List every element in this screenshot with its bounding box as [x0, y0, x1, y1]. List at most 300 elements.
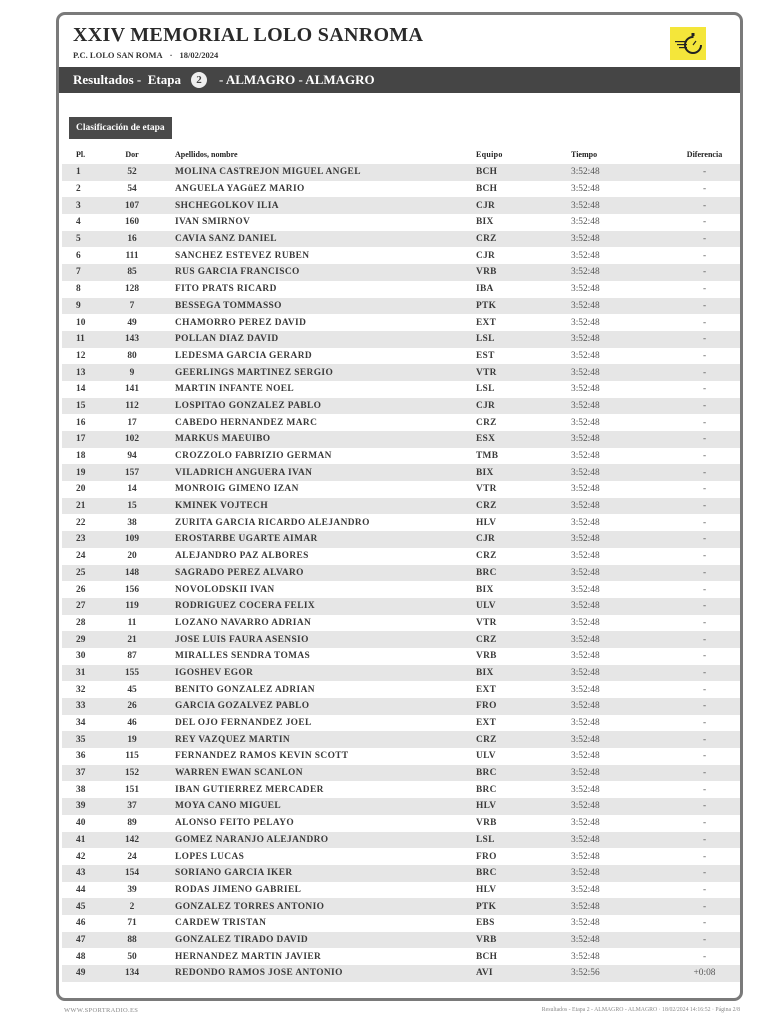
- cell-team: VRB: [476, 651, 497, 662]
- cell-team: LSL: [476, 384, 495, 395]
- cell-team: CJR: [476, 200, 496, 211]
- table-row: [62, 565, 741, 582]
- cell-team: CJR: [476, 534, 496, 545]
- cell-name: GONZALEZ TIRADO DAVID: [175, 934, 309, 945]
- table-row: [62, 481, 741, 498]
- cell-name: GARCIA GOZALVEZ PABLO: [175, 701, 310, 712]
- cell-dor: 46: [127, 718, 137, 729]
- cell-pl: 5: [76, 234, 81, 245]
- cell-diff: -: [702, 734, 707, 745]
- cell-pl: 3: [76, 200, 81, 211]
- event-date: 18/02/2024: [179, 50, 219, 60]
- cell-dor: 134: [124, 968, 140, 979]
- cell-team: BIX: [476, 217, 494, 228]
- cell-diff: -: [702, 617, 707, 628]
- cell-time: 3:52:48: [571, 901, 600, 912]
- cell-name: NOVOLODSKII IVAN: [175, 584, 275, 595]
- cell-diff: -: [702, 400, 707, 411]
- cell-diff: -: [702, 884, 707, 895]
- cell-diff: -: [702, 851, 707, 862]
- cell-time: 3:52:48: [571, 601, 600, 612]
- table-row: [62, 298, 741, 315]
- results-table: [62, 145, 741, 982]
- cell-time: 3:52:48: [571, 934, 600, 945]
- cell-time: 3:52:48: [571, 167, 600, 178]
- cell-dor: 115: [125, 751, 139, 762]
- cell-time: 3:52:48: [571, 818, 600, 829]
- stage-number-badge: 2: [191, 72, 207, 88]
- stage-label: Etapa: [147, 72, 181, 87]
- cell-time: 3:52:48: [571, 617, 600, 628]
- cell-dor: 128: [124, 284, 140, 295]
- table-row: [62, 364, 741, 381]
- cell-team: CJR: [476, 400, 496, 411]
- table-row: [62, 264, 741, 281]
- cell-diff: -: [702, 467, 707, 478]
- cell-time: 3:52:48: [571, 267, 600, 278]
- cell-diff: -: [702, 434, 707, 445]
- cell-dor: 37: [127, 801, 137, 812]
- cell-diff: -: [702, 934, 707, 945]
- table-row: [62, 548, 741, 565]
- cell-team: EST: [476, 350, 495, 361]
- cell-name: RODRIGUEZ COCERA FELIX: [175, 601, 316, 612]
- cell-dor: 87: [127, 651, 137, 662]
- cell-pl: 44: [76, 884, 86, 895]
- col-dor: Dor: [125, 150, 139, 159]
- cell-dor: 21: [127, 634, 137, 645]
- cell-name: BENITO GONZALEZ ADRIAN: [175, 684, 315, 695]
- cell-diff: -: [702, 234, 707, 245]
- cell-diff: -: [702, 567, 707, 578]
- cell-time: 3:52:48: [571, 501, 600, 512]
- cell-pl: 20: [76, 484, 86, 495]
- cell-dor: 54: [127, 184, 137, 195]
- cell-dor: 157: [124, 467, 140, 478]
- cell-name: MOLINA CASTREJON MIGUEL ANGEL: [175, 167, 361, 178]
- cell-dor: 24: [127, 851, 137, 862]
- cell-diff: -: [702, 200, 707, 211]
- cell-team: FRO: [476, 701, 497, 712]
- cell-pl: 37: [76, 768, 86, 779]
- cell-diff: -: [702, 768, 707, 779]
- cell-team: TMB: [476, 451, 499, 462]
- cell-name: SAGRADO PEREZ ALVARO: [175, 567, 304, 578]
- table-row: [62, 197, 741, 214]
- cell-name: BESSEGA TOMMASSO: [175, 300, 282, 311]
- cell-team: VTR: [476, 617, 497, 628]
- table-row: [62, 314, 741, 331]
- cell-dor: 52: [127, 167, 137, 178]
- cell-diff: -: [702, 501, 707, 512]
- organizer: P.C. LOLO SAN ROMA: [73, 50, 163, 60]
- cell-time: 3:52:48: [571, 534, 600, 545]
- table-row: [62, 698, 741, 715]
- table-row: [62, 631, 741, 648]
- cell-team: ESX: [476, 434, 496, 445]
- cell-time: 3:52:48: [571, 834, 600, 845]
- cell-time: 3:52:48: [571, 851, 600, 862]
- cell-diff: -: [702, 217, 707, 228]
- cell-time: 3:52:48: [571, 684, 600, 695]
- cell-time: 3:52:48: [571, 200, 600, 211]
- table-row: [62, 715, 741, 732]
- cell-time: 3:52:48: [571, 634, 600, 645]
- cell-pl: 45: [76, 901, 86, 912]
- table-row: [62, 514, 741, 531]
- table-row: [62, 164, 741, 181]
- cell-dor: 19: [127, 734, 137, 745]
- cell-name: ANGUELA YAGüEZ MARIO: [175, 184, 305, 195]
- cell-dor: 9: [129, 367, 135, 378]
- cell-name: RODAS JIMENO GABRIEL: [175, 884, 302, 895]
- cell-pl: 22: [76, 517, 86, 528]
- cell-pl: 9: [76, 300, 81, 311]
- table-row: [62, 464, 741, 481]
- cell-dor: 112: [125, 400, 139, 411]
- cell-diff: -: [702, 818, 707, 829]
- cell-name: WARREN EWAN SCANLON: [175, 768, 303, 779]
- table-row: [62, 181, 741, 198]
- results-label: Resultados -: [73, 72, 142, 87]
- table-row: [62, 898, 741, 915]
- cell-pl: 34: [76, 718, 86, 729]
- cell-team: ULV: [476, 751, 496, 762]
- cell-diff: -: [702, 951, 707, 962]
- cell-name: GOMEZ NARANJO ALEJANDRO: [175, 834, 329, 845]
- cell-name: LEDESMA GARCIA GERARD: [175, 350, 313, 361]
- cell-team: IBA: [476, 284, 494, 295]
- cell-pl: 16: [76, 417, 86, 428]
- cell-pl: 15: [76, 400, 86, 411]
- col-diff: Diferencia: [686, 150, 723, 159]
- col-team: Equipo: [476, 150, 503, 159]
- cell-team: HLV: [476, 801, 497, 812]
- cell-name: SHCHEGOLKOV ILIA: [175, 200, 279, 211]
- cell-diff: -: [702, 651, 707, 662]
- cell-time: 3:52:48: [571, 567, 600, 578]
- cell-pl: 29: [76, 634, 86, 645]
- col-name: Apellidos, nombre: [175, 150, 238, 159]
- cell-name: SANCHEZ ESTEVEZ RUBEN: [175, 250, 310, 261]
- table-row: [62, 865, 741, 882]
- cell-dor: 80: [127, 350, 137, 361]
- table-row: [62, 598, 741, 615]
- cell-team: CRZ: [476, 634, 497, 645]
- cell-pl: 47: [76, 934, 86, 945]
- cell-time: 3:52:56: [571, 968, 600, 979]
- cell-team: FRO: [476, 851, 497, 862]
- cell-team: CRZ: [476, 734, 497, 745]
- cell-time: 3:52:48: [571, 884, 600, 895]
- table-row: [62, 748, 741, 765]
- cell-diff: -: [702, 184, 707, 195]
- table-row: [62, 581, 741, 598]
- cell-time: 3:52:48: [571, 517, 600, 528]
- cell-diff: -: [702, 250, 707, 261]
- cell-pl: 30: [76, 651, 86, 662]
- cell-dor: 85: [127, 267, 137, 278]
- cell-time: 3:52:48: [571, 217, 600, 228]
- cell-dor: 38: [127, 517, 137, 528]
- table-row: [62, 932, 741, 949]
- cell-dor: 152: [124, 768, 140, 779]
- cell-dor: 11: [127, 617, 137, 628]
- cell-time: 3:52:48: [571, 768, 600, 779]
- cell-pl: 4: [76, 217, 81, 228]
- cell-name: VILADRICH ANGUERA IVAN: [175, 467, 313, 478]
- table-row: [62, 948, 741, 965]
- table-row: [62, 398, 741, 415]
- event-title: XXIV MEMORIAL LOLO SANROMA: [73, 24, 424, 46]
- col-time: Tiempo: [571, 150, 598, 159]
- cell-pl: 41: [76, 834, 86, 845]
- col-pl: Pl.: [76, 150, 86, 159]
- cell-dor: 156: [124, 584, 140, 595]
- cell-team: BRC: [476, 868, 497, 879]
- cell-pl: 17: [76, 434, 86, 445]
- cell-name: ALONSO FEITO PELAYO: [175, 818, 295, 829]
- cell-team: CRZ: [476, 417, 497, 428]
- cell-diff: -: [702, 367, 707, 378]
- cell-pl: 49: [76, 968, 86, 979]
- cell-dor: 20: [127, 551, 137, 562]
- cell-team: CRZ: [476, 501, 497, 512]
- table-body: [62, 164, 741, 982]
- cell-pl: 43: [76, 868, 86, 879]
- cell-diff: -: [702, 384, 707, 395]
- cell-diff: -: [702, 684, 707, 695]
- cell-pl: 8: [76, 284, 81, 295]
- section-title: Clasificación de etapa: [69, 117, 172, 139]
- table-row: [62, 231, 741, 248]
- cell-diff: -: [702, 784, 707, 795]
- cell-diff: -: [702, 451, 707, 462]
- table-row: [62, 798, 741, 815]
- cell-pl: 19: [76, 467, 86, 478]
- cell-diff: -: [702, 918, 707, 929]
- cell-name: MARKUS MAEUIBO: [175, 434, 271, 445]
- cell-team: VRB: [476, 267, 497, 278]
- cell-team: ULV: [476, 601, 496, 612]
- table-row: [62, 781, 741, 798]
- cell-time: 3:52:48: [571, 400, 600, 411]
- footer-website: WWW.SPORTRADIO.ES: [64, 1007, 139, 1014]
- cell-dor: 14: [127, 484, 137, 495]
- cell-time: 3:52:48: [571, 434, 600, 445]
- cell-team: BCH: [476, 951, 498, 962]
- stage-route: - ALMAGRO - ALMAGRO: [219, 72, 375, 87]
- table-row: [62, 214, 741, 231]
- cell-name: DEL OJO FERNANDEZ JOEL: [175, 718, 312, 729]
- cell-name: GONZALEZ TORRES ANTONIO: [175, 901, 325, 912]
- cell-name: FERNANDEZ RAMOS KEVIN SCOTT: [175, 751, 349, 762]
- cell-name: LOSPITAO GONZALEZ PABLO: [175, 400, 322, 411]
- cell-diff: -: [702, 634, 707, 645]
- cell-time: 3:52:48: [571, 584, 600, 595]
- table-row: [62, 348, 741, 365]
- cell-dor: 88: [127, 934, 137, 945]
- cell-team: VTR: [476, 367, 497, 378]
- cell-team: BIX: [476, 467, 494, 478]
- cell-dor: 109: [124, 534, 140, 545]
- table-row: [62, 331, 741, 348]
- table-header: [62, 145, 741, 164]
- cell-dor: 16: [127, 234, 137, 245]
- cell-name: EROSTARBE UGARTE AIMAR: [175, 534, 318, 545]
- cell-name: CARDEW TRISTAN: [175, 918, 267, 929]
- table-row: [62, 448, 741, 465]
- cell-dor: 7: [129, 300, 135, 311]
- table-row: [62, 615, 741, 632]
- cell-pl: 40: [76, 818, 86, 829]
- cell-dor: 89: [127, 818, 137, 829]
- cell-pl: 12: [76, 350, 86, 361]
- cell-dor: 142: [124, 834, 140, 845]
- table-row: [62, 848, 741, 865]
- cell-name: POLLAN DIAZ DAVID: [175, 334, 279, 345]
- cell-time: 3:52:48: [571, 384, 600, 395]
- cell-time: 3:52:48: [571, 300, 600, 311]
- results-sheet: [56, 12, 743, 1001]
- cell-time: 3:52:48: [571, 284, 600, 295]
- cell-team: CJR: [476, 250, 496, 261]
- cell-time: 3:52:48: [571, 451, 600, 462]
- table-row: [62, 665, 741, 682]
- cell-name: CHAMORRO PEREZ DAVID: [175, 317, 307, 328]
- cell-time: 3:52:48: [571, 667, 600, 678]
- cell-pl: 25: [76, 567, 86, 578]
- cell-time: 3:52:48: [571, 317, 600, 328]
- cell-pl: 46: [76, 918, 86, 929]
- stage-bar: [59, 67, 740, 93]
- cell-pl: 33: [76, 701, 86, 712]
- cell-diff: -: [702, 417, 707, 428]
- cell-pl: 27: [76, 601, 86, 612]
- cell-pl: 42: [76, 851, 86, 862]
- cell-name: REY VAZQUEZ MARTIN: [175, 734, 291, 745]
- cell-pl: 2: [76, 184, 81, 195]
- cell-diff: +0:08: [693, 968, 716, 979]
- cell-diff: -: [702, 801, 707, 812]
- table-row: [62, 247, 741, 264]
- cell-dor: 26: [127, 701, 137, 712]
- cell-dor: 107: [124, 200, 140, 211]
- cell-team: EBS: [476, 918, 495, 929]
- cell-name: LOPES LUCAS: [175, 851, 245, 862]
- cell-pl: 11: [76, 334, 85, 345]
- table-row: [62, 414, 741, 431]
- cell-pl: 36: [76, 751, 86, 762]
- cell-diff: -: [702, 300, 707, 311]
- cell-team: VRB: [476, 818, 497, 829]
- cell-team: VTR: [476, 484, 497, 495]
- cell-name: MOYA CANO MIGUEL: [175, 801, 282, 812]
- cell-dor: 160: [124, 217, 140, 228]
- cell-team: LSL: [476, 834, 495, 845]
- cell-pl: 48: [76, 951, 86, 962]
- cell-diff: -: [702, 334, 707, 345]
- cell-diff: -: [702, 601, 707, 612]
- cell-diff: -: [702, 517, 707, 528]
- cell-pl: 32: [76, 684, 86, 695]
- cell-team: AVI: [476, 968, 493, 979]
- cell-team: VRB: [476, 934, 497, 945]
- cell-time: 3:52:48: [571, 551, 600, 562]
- table-row: [62, 731, 741, 748]
- cell-pl: 38: [76, 784, 86, 795]
- cell-diff: -: [702, 534, 707, 545]
- cell-time: 3:52:48: [571, 784, 600, 795]
- cell-name: SORIANO GARCIA IKER: [175, 868, 293, 879]
- cell-diff: -: [702, 751, 707, 762]
- cell-dor: 50: [127, 951, 137, 962]
- cell-time: 3:52:48: [571, 751, 600, 762]
- cell-name: RUS GARCIA FRANCISCO: [175, 267, 300, 278]
- cell-pl: 13: [76, 367, 86, 378]
- cell-diff: -: [702, 584, 707, 595]
- cell-name: MIRALLES SENDRA TOMAS: [175, 651, 311, 662]
- cell-team: HLV: [476, 884, 497, 895]
- cell-time: 3:52:48: [571, 801, 600, 812]
- cell-time: 3:52:48: [571, 350, 600, 361]
- cell-pl: 21: [76, 501, 86, 512]
- footer-info: Resultados - Etapa 2 - ALMAGRO - ALMAGRO · 18/02/2024 14:16:52 · Página 2/8: [541, 1007, 740, 1013]
- cell-time: 3:52:48: [571, 951, 600, 962]
- cell-name: CAVIA SANZ DANIEL: [175, 234, 277, 245]
- cell-diff: -: [702, 834, 707, 845]
- cell-team: BRC: [476, 784, 497, 795]
- event-subtitle: [73, 50, 218, 60]
- table-row: [62, 381, 741, 398]
- table-row: [62, 498, 741, 515]
- cell-team: EXT: [476, 684, 497, 695]
- cell-time: 3:52:48: [571, 701, 600, 712]
- cell-name: IBAN GUTIERREZ MERCADER: [175, 784, 324, 795]
- cell-pl: 6: [76, 250, 81, 261]
- cell-dor: 102: [124, 434, 140, 445]
- cell-dor: 94: [127, 451, 137, 462]
- cell-pl: 28: [76, 617, 86, 628]
- cell-diff: -: [702, 284, 707, 295]
- cell-dor: 45: [127, 684, 137, 695]
- cell-team: PTK: [476, 300, 497, 311]
- cell-team: LSL: [476, 334, 495, 345]
- cell-dor: 155: [124, 667, 140, 678]
- cell-dor: 148: [124, 567, 140, 578]
- cell-dor: 15: [127, 501, 137, 512]
- cell-dor: 17: [127, 417, 137, 428]
- cell-name: LOZANO NAVARRO ADRIAN: [175, 617, 312, 628]
- cell-team: CRZ: [476, 234, 497, 245]
- cell-team: BIX: [476, 584, 494, 595]
- cell-dor: 71: [127, 918, 137, 929]
- cell-name: ALEJANDRO PAZ ALBORES: [175, 551, 309, 562]
- table-row: [62, 431, 741, 448]
- cell-team: BIX: [476, 667, 494, 678]
- cell-pl: 1: [76, 167, 81, 178]
- cell-team: BCH: [476, 184, 498, 195]
- table-row: [62, 815, 741, 832]
- cell-time: 3:52:48: [571, 234, 600, 245]
- table-row: [62, 765, 741, 782]
- table-row: [62, 832, 741, 849]
- cell-team: CRZ: [476, 551, 497, 562]
- cell-time: 3:52:48: [571, 184, 600, 195]
- cell-name: IGOSHEV EGOR: [175, 667, 254, 678]
- cell-dor: 49: [127, 317, 137, 328]
- cell-pl: 24: [76, 551, 86, 562]
